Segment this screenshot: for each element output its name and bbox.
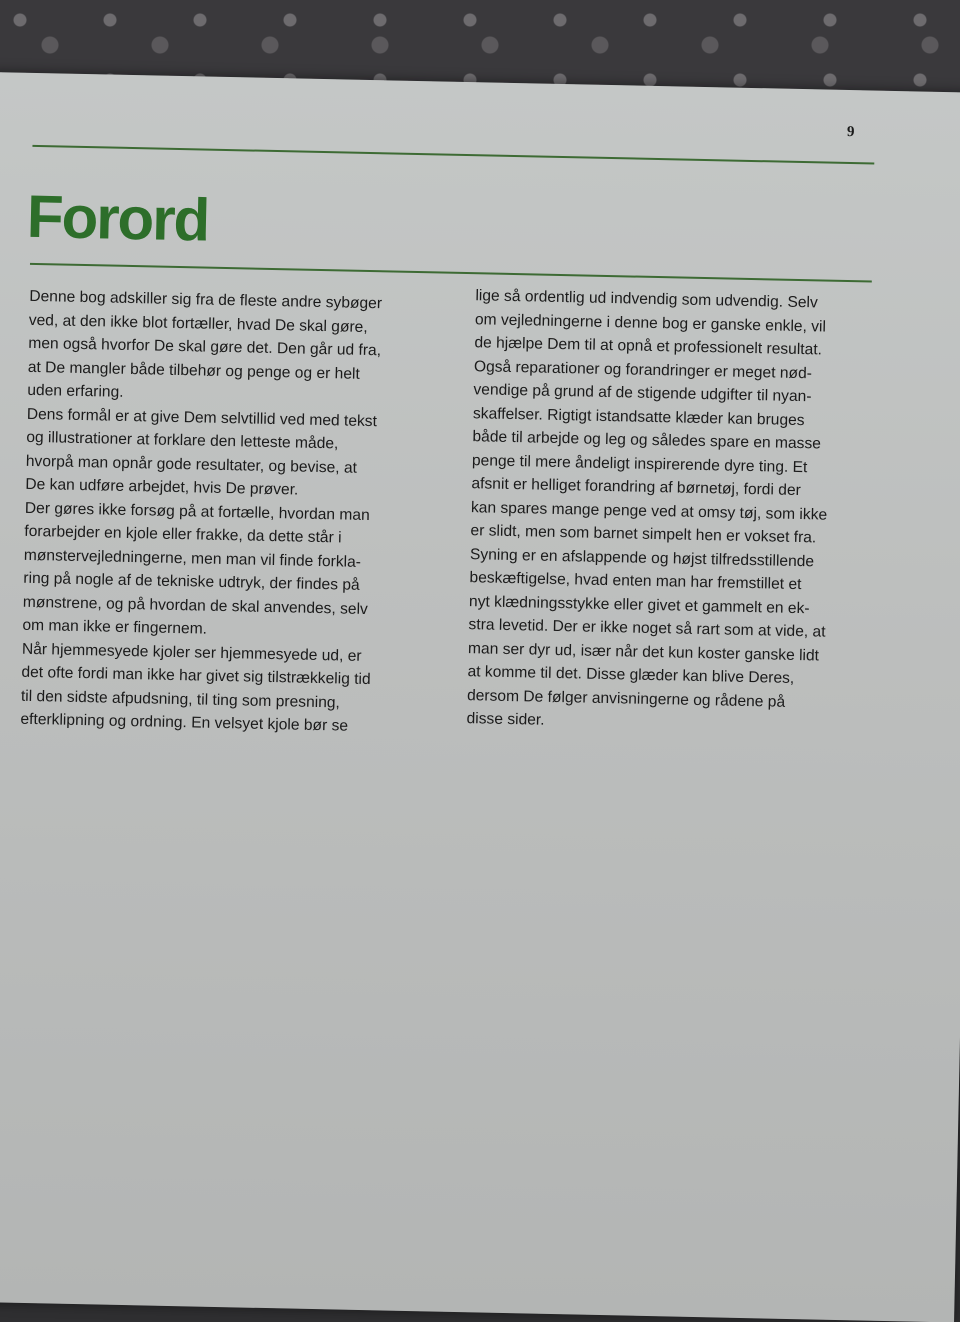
text-line: stra levetid. Der er ikke noget så rart som at vide, at bbox=[468, 616, 826, 641]
text-line: at De mangler både tilbehør og penge og er helt bbox=[27, 358, 360, 383]
text-line: nyt klædningsstykke eller givet et gammelt en ek- bbox=[468, 592, 810, 617]
text-line: afsnit er helliget forandring af børnetøj, fordi der bbox=[471, 475, 801, 500]
left-column bbox=[20, 285, 441, 740]
text-line: men også hvorfor De skal gøre det. Den går ud fra, bbox=[28, 334, 382, 360]
text-line: Også reparationer og forandringer er meget nød- bbox=[473, 357, 813, 382]
text-line: ved, at den ikke blot fortæller, hvad De skal gøre, bbox=[28, 311, 368, 336]
text-line: Der gøres ikke forsøg på at fortælle, hvordan man bbox=[24, 499, 370, 524]
text-line: og illustrationer at forklare den letteste måde, bbox=[26, 428, 339, 453]
text-line: uden erfaring. bbox=[27, 381, 124, 401]
text-line: Syning er en afslappende og højst tilfredsstillende bbox=[469, 545, 815, 570]
text-line: ring på nogle af de tekniske udtryk, der findes på bbox=[23, 569, 360, 594]
text-line: hvorpå man opnår gode resultater, og bevise, at bbox=[25, 452, 358, 477]
text-line: Denne bog adskiller sig fra de fleste andre sybøger bbox=[29, 287, 383, 313]
text-line: de hjælpe Dem til at opnå et professionelt resultat. bbox=[474, 334, 823, 359]
text-line: Dens formål er at give Dem selvtillid ved med tekst bbox=[26, 405, 378, 430]
text-line: disse sider. bbox=[466, 710, 545, 729]
text-line: mønstervejledningerne, men man vil finde forkla- bbox=[23, 546, 362, 571]
book-page bbox=[0, 72, 960, 1322]
text-line: kan spares mange penge ved at omsy tøj, som ikke bbox=[470, 498, 828, 524]
right-column bbox=[466, 284, 887, 739]
text-line: om man ikke er fingernem. bbox=[22, 616, 208, 638]
text-line: at komme til det. Disse glæder kan blive Deres, bbox=[467, 663, 795, 687]
text-line: skaffelser. Rigtigt istandsatte klæder kan bruges bbox=[472, 404, 805, 429]
text-line: det ofte fordi man ikke har givet sig tilstrækkelig tid bbox=[21, 663, 371, 689]
text-line: til den sidste afpudsning, til ting som presning, bbox=[20, 687, 341, 711]
text-line: man ser dyr ud, især når det kun koster ganske lidt bbox=[467, 639, 820, 664]
text-line: beskæftigelse, hvad enten man har fremstillet et bbox=[469, 569, 802, 594]
top-rule bbox=[32, 145, 874, 164]
page-number: 9 bbox=[846, 123, 855, 141]
text-line: dersom De følger anvisningerne og rådene på bbox=[466, 686, 786, 711]
title-rule bbox=[30, 263, 872, 282]
text-line: mønstrene, og på hvordan de skal anvendes, selv bbox=[22, 593, 369, 618]
text-line: efterklipning og ordning. En velsyet kjole bør se bbox=[20, 710, 349, 735]
page-title: Forord bbox=[26, 182, 209, 254]
text-line: penge til mere åndeligt inspirerende dyre ting. Et bbox=[471, 451, 808, 476]
text-line: De kan udføre arbejdet, hvis De prøver. bbox=[25, 475, 299, 499]
text-line: både til arbejde og leg og således spare en masse bbox=[472, 428, 822, 453]
text-line: er slidt, men som barnet simpelt hen er vokset fra. bbox=[470, 522, 817, 547]
text-line: forarbejder en kjole eller frakke, da dette står i bbox=[24, 522, 342, 547]
text-line: om vejledningerne i denne bog er ganske enkle, vil bbox=[474, 310, 827, 336]
text-line: lige så ordentlig ud indvendig som udvendig. Selv bbox=[475, 287, 818, 312]
text-line: vendige på grund af de stigende udgifter til nyan- bbox=[473, 381, 812, 406]
text-line: Når hjemmesyede kjoler ser hjemmesyede ud, er bbox=[21, 640, 362, 665]
